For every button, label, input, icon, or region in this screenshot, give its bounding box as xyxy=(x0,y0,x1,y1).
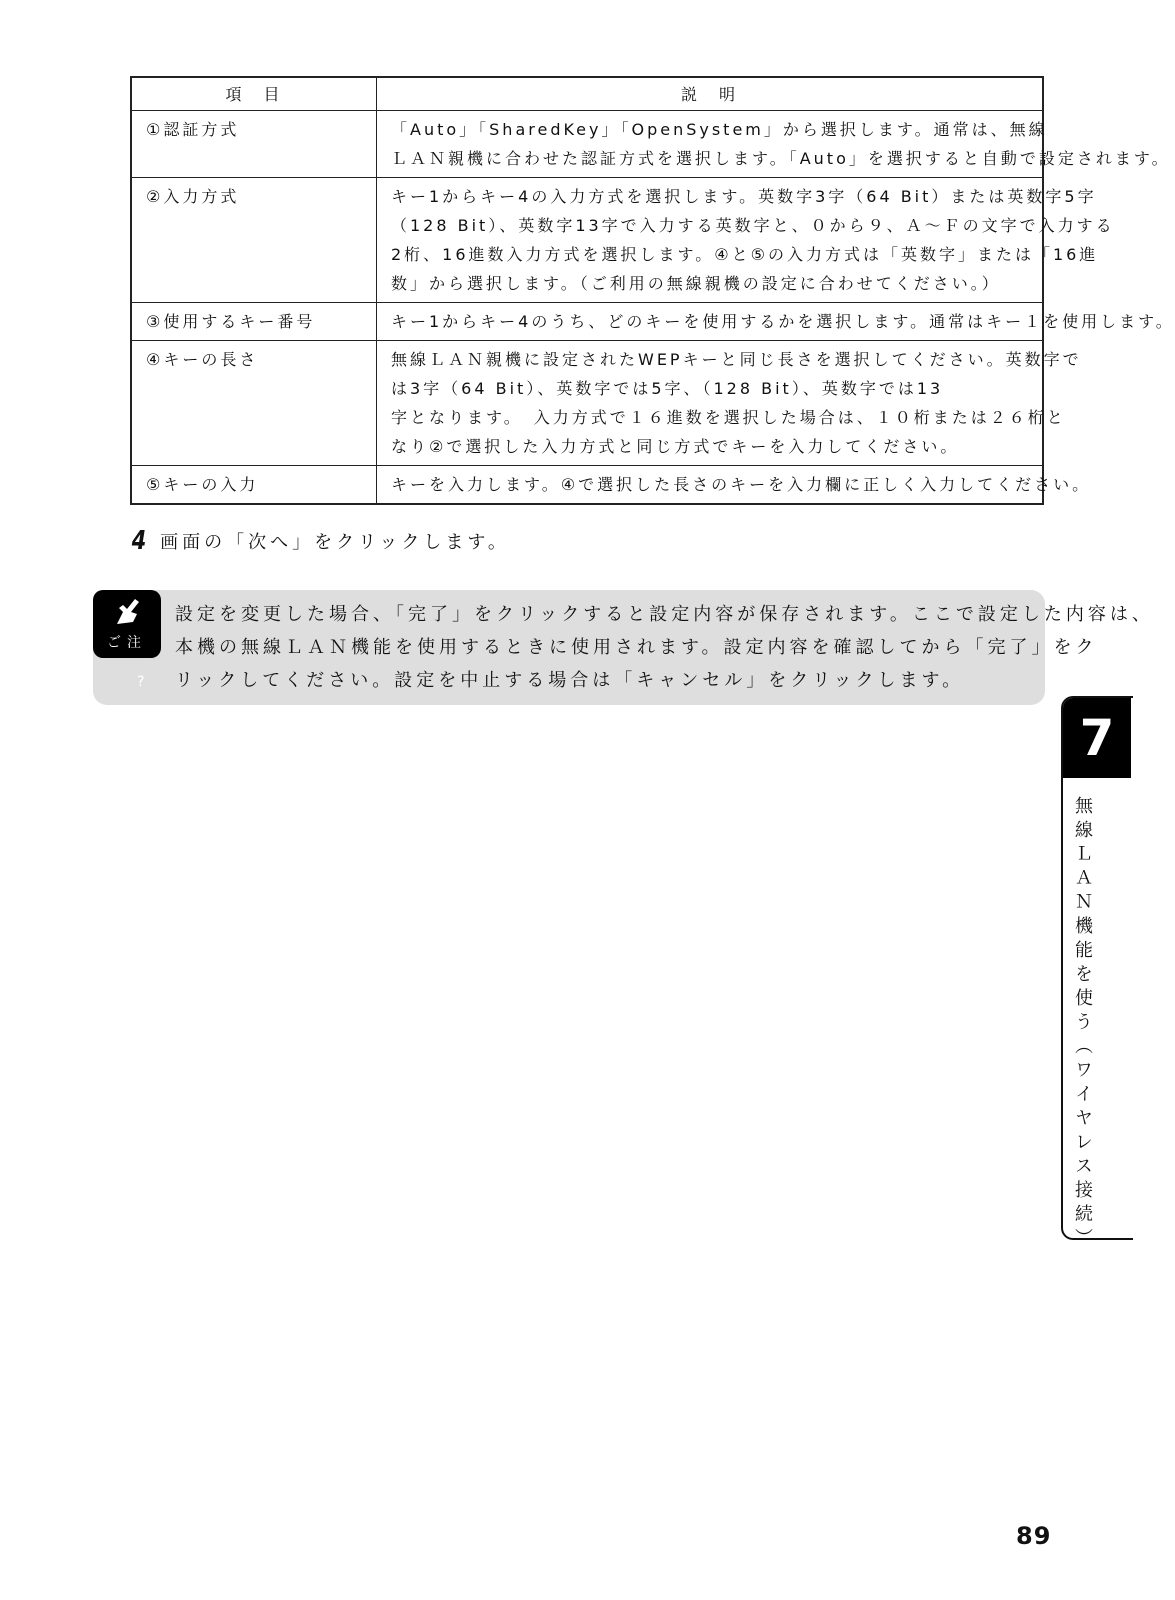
step-number: 4 xyxy=(131,526,147,556)
column-header-item: 項 目 xyxy=(131,77,377,111)
description-line: （128 Bit）、英数字13字で入力する英数字と、０から９、Ａ〜Ｆの文字で入力する xyxy=(391,216,1115,235)
description-line: 数」から選択します。（ご利用の無線親機の設定に合わせてください。） xyxy=(391,274,1001,293)
description-line: 無線ＬＡＮ親機に設定されたWEPキーと同じ長さを選択してください。英数字で xyxy=(391,350,1082,369)
caution-text xyxy=(175,598,1154,697)
caution-note xyxy=(93,590,1154,705)
row-description xyxy=(377,111,1171,178)
table-row xyxy=(131,303,1043,341)
chapter-side-tab xyxy=(1061,696,1133,1252)
page-number: 89 xyxy=(1016,1522,1052,1550)
caution-badge xyxy=(93,590,161,658)
description-line: 「Auto」「SharedKey」「OpenSystem」から選択します。通常は、無線 xyxy=(391,120,1048,139)
description-line: 字となります。 入力方式で１６進数を選択した場合は、１０桁または２６桁と xyxy=(391,408,1066,427)
pointing-hand-icon xyxy=(113,596,143,628)
description-line: キーを入力します。④で選択した長さのキーを入力欄に正しく入力してください。 xyxy=(391,475,1092,494)
row-description xyxy=(377,303,1175,341)
caution-badge-label: ご注 xyxy=(107,635,147,651)
caution-line: 設定を変更した場合、「完了」をクリックすると設定内容が保存されます。ここで設定した内容は、 xyxy=(175,604,1154,625)
column-header-description: 説 明 xyxy=(377,77,1044,111)
table-row xyxy=(131,466,1043,505)
description-line: ＬＡＮ親機に合わせた認証方式を選択します。「Auto」を選択すると自動で設定されます。 xyxy=(391,149,1171,168)
step-text: 画面の「次へ」をクリックします。 xyxy=(160,532,510,553)
step-instruction xyxy=(130,526,510,556)
row-item-name: ⑤キーの入力 xyxy=(131,466,377,505)
caution-line: リックしてください。設定を中止する場合は「キャンセル」をクリックします。 xyxy=(175,670,965,691)
chapter-number: 7 xyxy=(1063,698,1131,778)
description-line: なり②で選択した入力方式と同じ方式でキーを入力してください。 xyxy=(391,437,960,456)
caution-line: 本機の無線ＬＡＮ機能を使用するときに使用されます。設定内容を確認してから「完了」をク xyxy=(175,637,1098,658)
row-description xyxy=(377,178,1115,303)
description-line: キー1からキー4の入力方式を選択します。英数字3字（64 Bit）または英数字5字 xyxy=(391,187,1097,206)
row-item-name: ①認証方式 xyxy=(131,111,377,178)
table-row xyxy=(131,178,1043,303)
row-item-name: ②入力方式 xyxy=(131,178,377,303)
row-description xyxy=(377,466,1092,505)
caution-badge-mark: ? xyxy=(137,674,145,690)
description-line: キー1からキー4のうち、どのキーを使用するかを選択します。通常はキー１を使用します。 xyxy=(391,312,1175,331)
row-description xyxy=(377,341,1082,466)
table-header-row xyxy=(131,77,1043,111)
description-line: は3字（64 Bit）、英数字では5字、（128 Bit）、英数字では13 xyxy=(391,379,944,398)
row-item-name: ③使用するキー番号 xyxy=(131,303,377,341)
description-line: 2桁、16進数入力方式を選択します。④と⑤の入力方式は「英数字」または「16進 xyxy=(391,245,1099,264)
settings-table xyxy=(130,76,1175,505)
table-row xyxy=(131,341,1043,466)
row-item-name: ④キーの長さ xyxy=(131,341,377,466)
chapter-title: 無線ＬＡＮ機能を使う（ワイヤレス接続） xyxy=(1072,796,1093,1252)
table-row xyxy=(131,111,1043,178)
